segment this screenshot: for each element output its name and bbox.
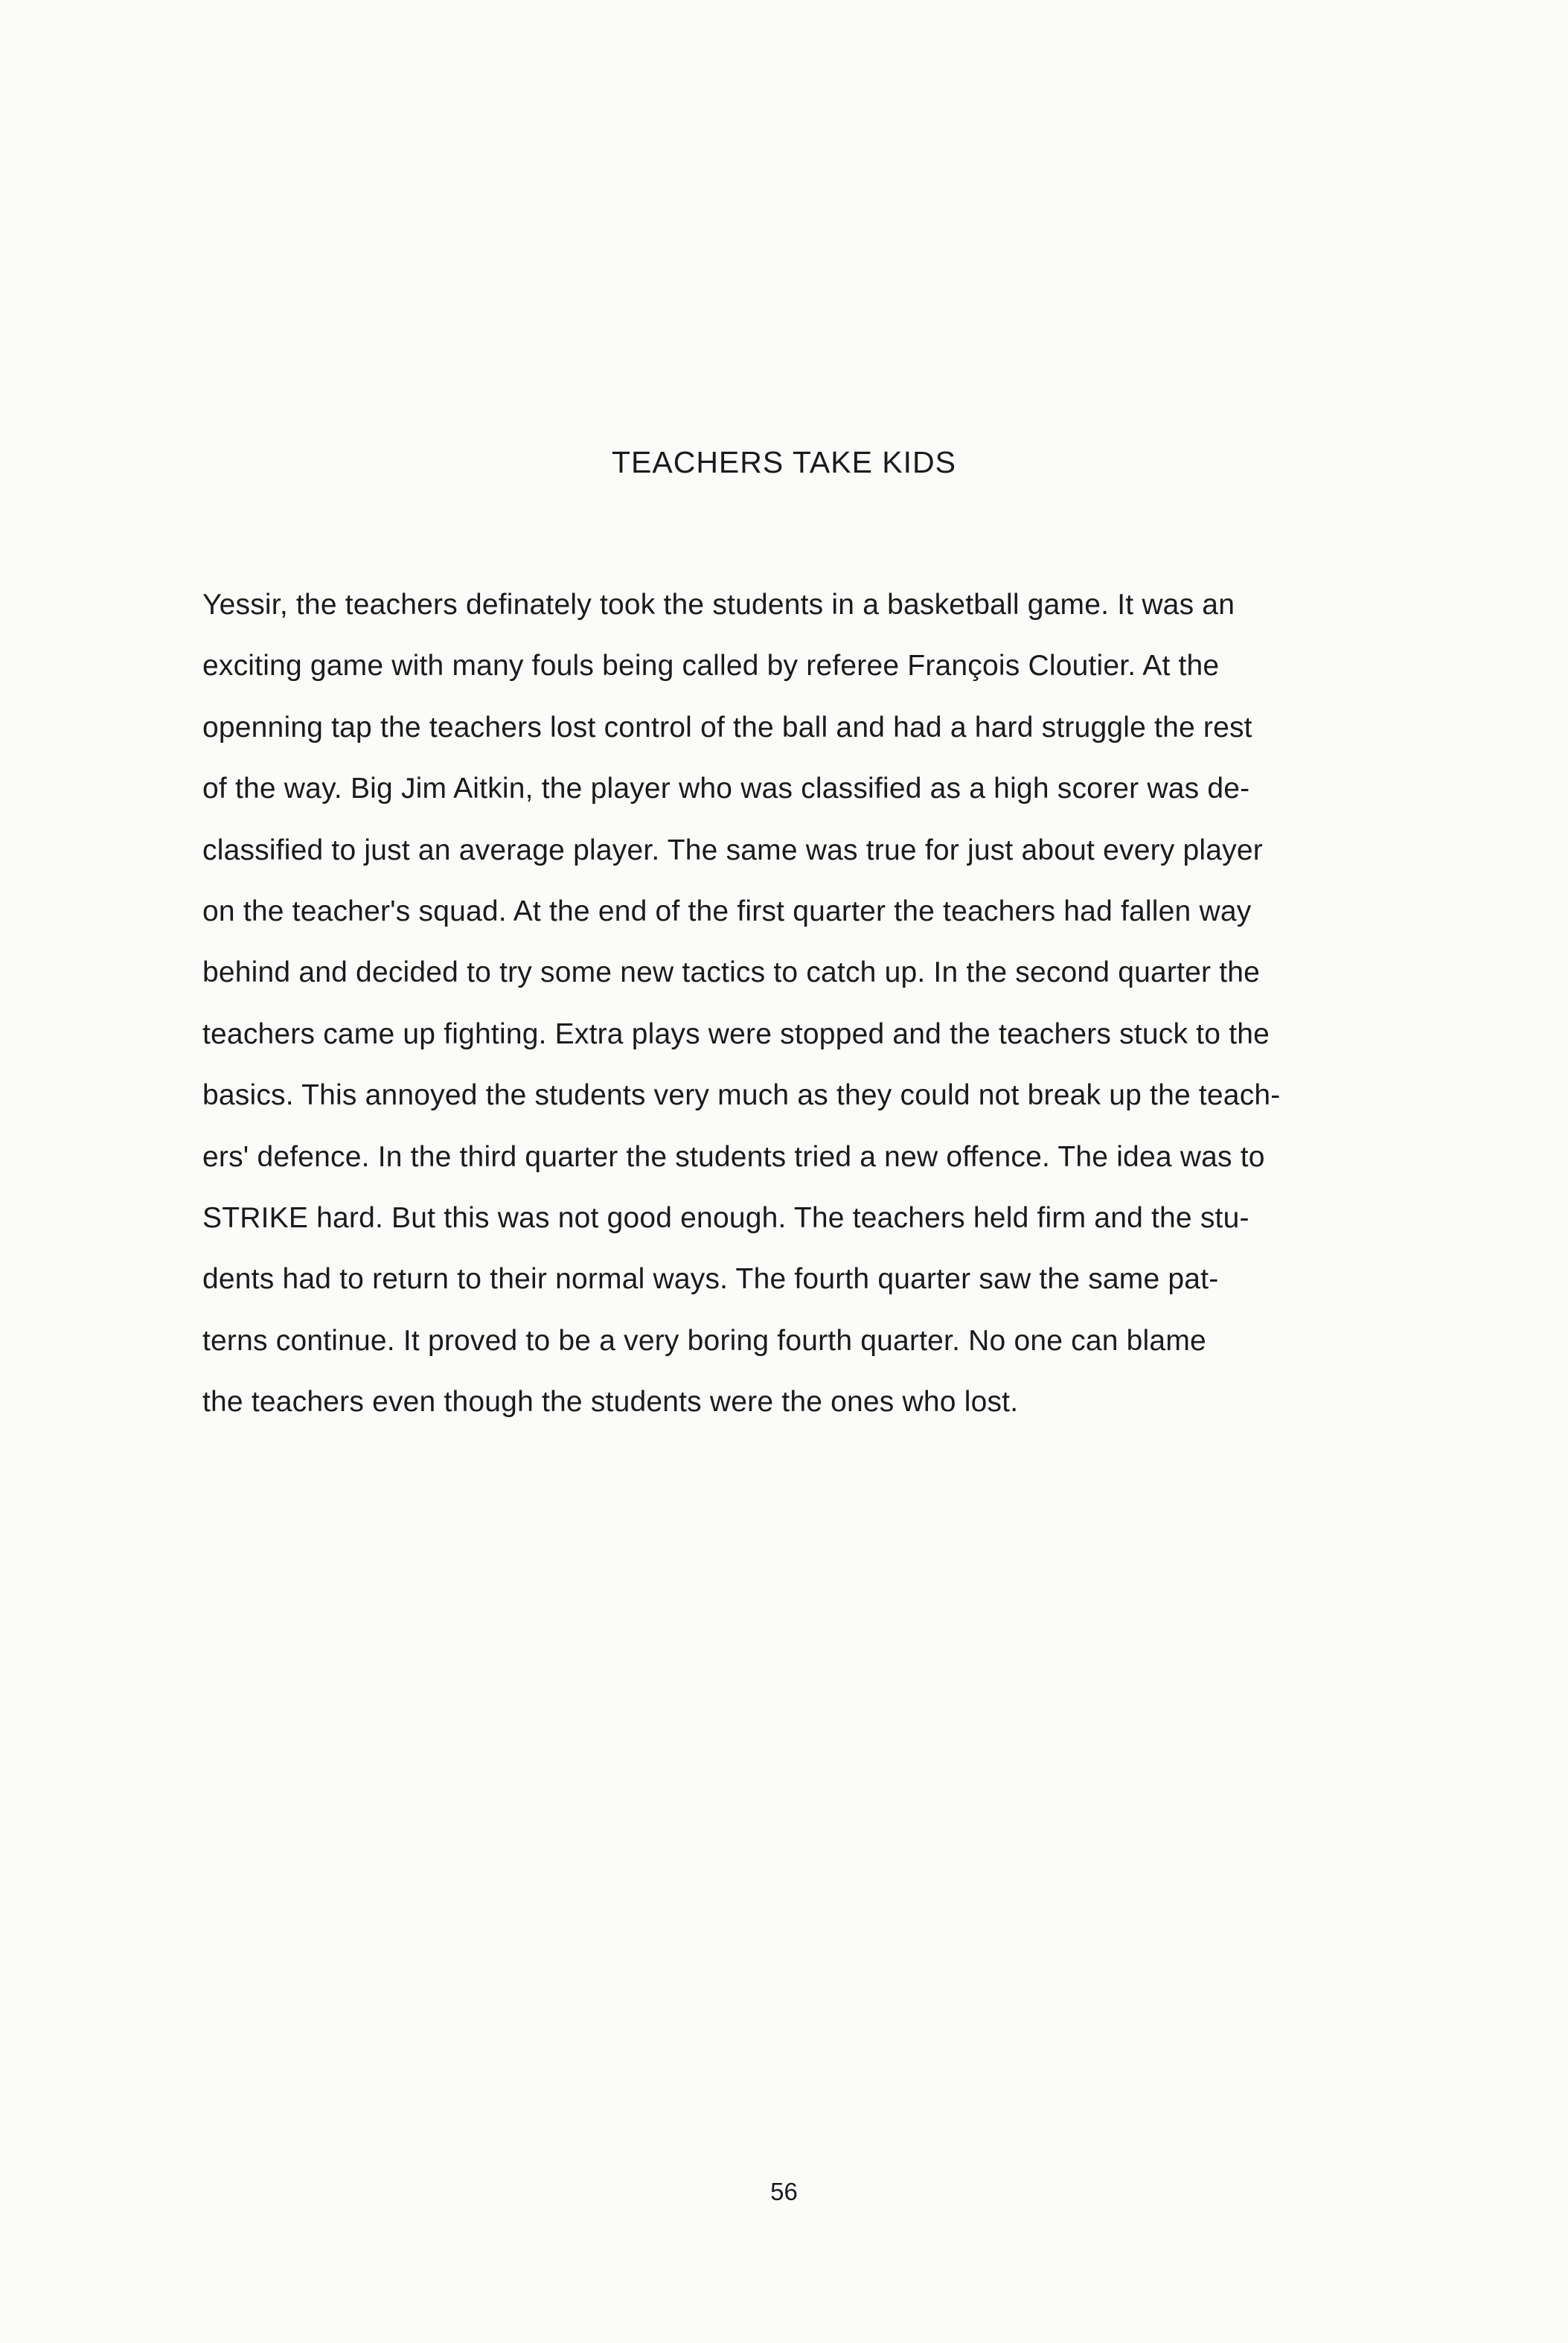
body-line: on the teacher's squad. At the end of the first quarter the teachers had fallen way xyxy=(202,895,1252,928)
body-line: ers' defence. In the third quarter the students tried a new offence. The idea was to xyxy=(202,1140,1265,1173)
body-line: STRIKE hard. But this was not good enough. The teachers held firm and the stu- xyxy=(202,1202,1249,1235)
body-line: exciting game with many fouls being called by referee François Cloutier. At the xyxy=(202,650,1220,683)
body-line: terns continue. It proved to be a very boring fourth quarter. No one can blame xyxy=(202,1324,1206,1357)
body-line: teachers came up fighting. Extra plays were stopped and the teachers stuck to the xyxy=(202,1017,1270,1050)
article-title: TEACHERS TAKE KIDS xyxy=(611,445,957,479)
article-body xyxy=(202,575,1393,1433)
body-line: basics. This annoyed the students very much as they could not break up the teach- xyxy=(202,1079,1281,1112)
body-line: the teachers even though the students were the ones who lost. xyxy=(202,1386,1019,1419)
body-line: behind and decided to try some new tactics to catch up. In the second quarter the xyxy=(202,956,1261,989)
body-line: classified to just an average player. The same was true for just about every player xyxy=(202,834,1263,866)
body-line: of the way. Big Jim Aitkin, the player who was classified as a high scorer was de- xyxy=(202,773,1250,805)
body-line: Yessir, the teachers definately took the students in a basketball game. It was an xyxy=(202,589,1235,621)
body-line: openning tap the teachers lost control of the ball and had a hard struggle the rest xyxy=(202,711,1252,744)
body-line: dents had to return to their normal ways. The fourth quarter saw the same pat- xyxy=(202,1263,1219,1296)
page-number: 56 xyxy=(770,2178,798,2205)
